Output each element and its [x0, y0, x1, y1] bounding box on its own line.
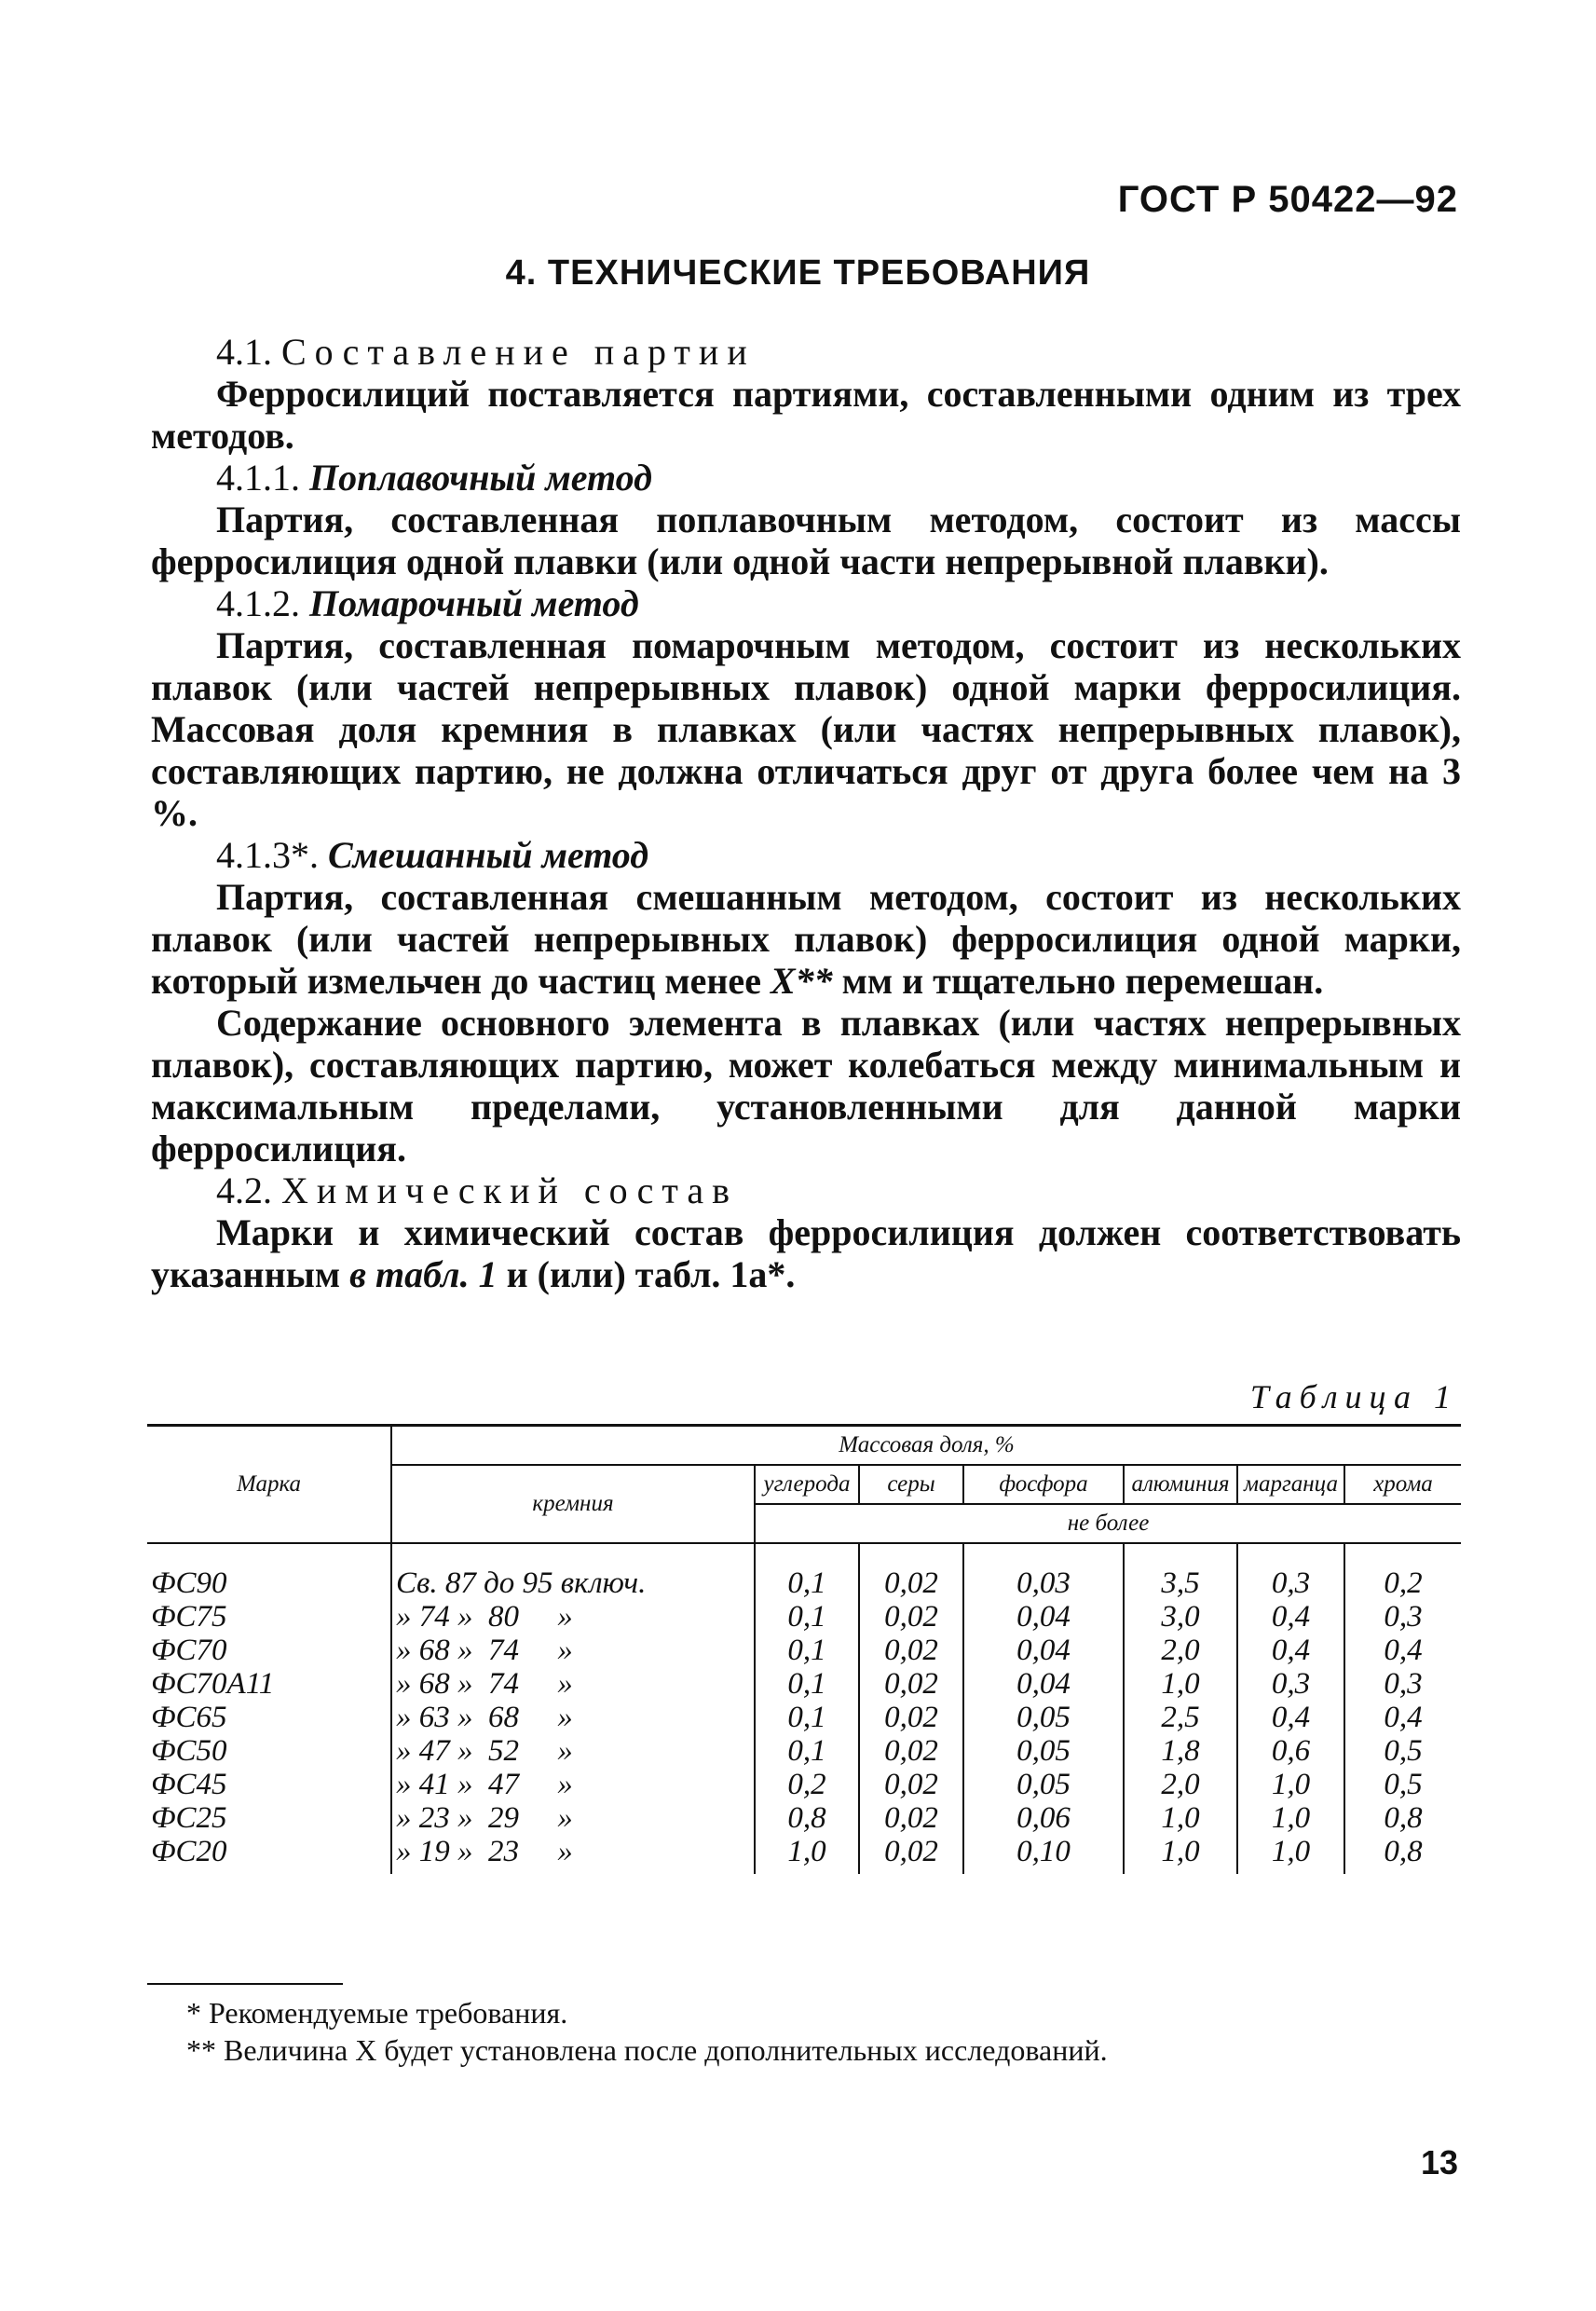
cell-al: 1,8 — [1124, 1734, 1237, 1768]
clause-number: 4.1.3*. — [216, 834, 319, 876]
cell-mn: 1,0 — [1237, 1801, 1344, 1835]
cell-al: 2,0 — [1124, 1634, 1237, 1667]
cell-cr: 0,5 — [1344, 1734, 1461, 1768]
cell-s: 0,02 — [859, 1734, 963, 1768]
cell-si: » 23 » 29 » — [391, 1801, 755, 1835]
clause-title: Составление партии — [281, 331, 756, 373]
cell-c: 0,2 — [755, 1768, 859, 1801]
table-row — [147, 1543, 1461, 1600]
table-row — [147, 1701, 1461, 1734]
cell-mn: 0,4 — [1237, 1701, 1344, 1734]
cell-cr: 0,3 — [1344, 1667, 1461, 1701]
clause-4-1-3-text-2: Содержание основного элемента в плавках (или частях непрерывных плавок), составляющих партию, может колебаться между минимальным и максимальным пределами, установленными для данной марки ферросилиция. — [151, 1002, 1461, 1169]
cell-s: 0,02 — [859, 1543, 963, 1600]
cell-al: 1,0 — [1124, 1667, 1237, 1701]
cell-si: Св. 87 до 95 включ. — [391, 1543, 755, 1600]
cell-mn: 1,0 — [1237, 1768, 1344, 1801]
cell-s: 0,02 — [859, 1634, 963, 1667]
footnote-divider — [147, 1983, 343, 1985]
clause-4-1-1-text: Партия, составленная поплавочным методом, состоит из массы ферросилиция одной плавки (или одной части непрерывной плавки). — [151, 499, 1461, 582]
cell-mn: 0,4 — [1237, 1634, 1344, 1667]
header-manganese: марганца — [1237, 1465, 1344, 1504]
page-number: 13 — [1420, 2143, 1458, 2181]
cell-c: 0,1 — [755, 1543, 859, 1600]
cell-c: 1,0 — [755, 1835, 859, 1874]
cell-al: 1,0 — [1124, 1801, 1237, 1835]
table-row — [147, 1835, 1461, 1874]
table-row — [147, 1768, 1461, 1801]
cell-p: 0,05 — [963, 1768, 1124, 1801]
clause-4-1-2-heading — [151, 582, 1461, 624]
cell-marka: ФС90 — [151, 1566, 227, 1600]
clause-4-1-2-text: Партия, составленная помарочным методом, состоит из нескольких плавок (или частей непрерывных плавок) одной марки ферросилиция. Массовая доля кремния в плавках (или частях непрерывных плавок), составляющих партию, не должна отличаться друг от друга более чем на 3 %. — [151, 624, 1461, 834]
cell-cr: 0,4 — [1344, 1701, 1461, 1734]
cell-si: » 63 » 68 » — [391, 1701, 755, 1734]
text-part: Партия, составленная смешанным методом, состоит из нескольких плавок (или частей непрерывных плавок) ферросилиция одной марки, который измельчен до частиц менее — [151, 876, 1461, 1002]
table-caption: Таблица 1 — [1249, 1378, 1458, 1415]
cell-mn: 0,6 — [1237, 1734, 1344, 1768]
cell-s: 0,02 — [859, 1801, 963, 1835]
clause-4-1-3-heading — [151, 834, 1461, 876]
clause-number: 4.1.1. — [216, 457, 300, 499]
cell-marka: ФС65 — [151, 1701, 227, 1734]
cell-p: 0,06 — [963, 1801, 1124, 1835]
cell-p: 0,04 — [963, 1667, 1124, 1701]
chemical-composition-table — [147, 1424, 1461, 1874]
header-chromium: хрома — [1344, 1465, 1461, 1504]
cell-c: 0,1 — [755, 1634, 859, 1667]
cell-mn: 0,3 — [1237, 1667, 1344, 1701]
text-part: мм и тщательно перемешан. — [841, 960, 1324, 1002]
cell-si: » 41 » 47 » — [391, 1768, 755, 1801]
cell-c: 0,1 — [755, 1734, 859, 1768]
cell-cr: 0,3 — [1344, 1600, 1461, 1634]
footnote-2: ** Величина X будет установлена после дополнительных исследований. — [186, 2033, 1108, 2067]
cell-si: » 74 » 80 » — [391, 1600, 755, 1634]
table-row — [147, 1734, 1461, 1768]
cell-mn: 1,0 — [1237, 1835, 1344, 1874]
table — [147, 1424, 1461, 1874]
cell-p: 0,10 — [963, 1835, 1124, 1874]
cell-p: 0,05 — [963, 1734, 1124, 1768]
text-part: Марки и химический состав ферросилиция должен соответствовать указанным — [151, 1211, 1461, 1295]
header-no-more: не более — [755, 1504, 1461, 1543]
header-phosphorus: фосфора — [963, 1465, 1124, 1504]
text-part: и (или) табл. 1а*. — [506, 1253, 796, 1295]
cell-si: » 68 » 74 » — [391, 1634, 755, 1667]
header-aluminium: алюминия — [1124, 1465, 1237, 1504]
cell-marka: ФС70А11 — [151, 1667, 275, 1701]
cell-p: 0,04 — [963, 1634, 1124, 1667]
table-reference: в табл. 1 — [349, 1253, 498, 1295]
cell-si: » 47 » 52 » — [391, 1734, 755, 1768]
cell-si: » 19 » 23 » — [391, 1835, 755, 1874]
cell-marka: ФС50 — [151, 1734, 227, 1768]
variable-x: X** — [770, 960, 833, 1002]
footnotes — [186, 1994, 1463, 2069]
cell-s: 0,02 — [859, 1667, 963, 1701]
cell-c: 0,8 — [755, 1801, 859, 1835]
clause-4-1-1-heading — [151, 457, 1461, 499]
clause-4-2-heading — [151, 1169, 1461, 1211]
clause-4-2-text — [151, 1211, 1461, 1295]
header-carbon: углерода — [755, 1465, 859, 1504]
header-sulfur: серы — [859, 1465, 963, 1504]
cell-al: 2,5 — [1124, 1701, 1237, 1734]
table-row — [147, 1667, 1461, 1701]
cell-al: 1,0 — [1124, 1835, 1237, 1874]
clause-number: 4.1. — [216, 331, 272, 373]
cell-s: 0,02 — [859, 1701, 963, 1734]
cell-cr: 0,2 — [1344, 1543, 1461, 1600]
cell-p: 0,04 — [963, 1600, 1124, 1634]
cell-s: 0,02 — [859, 1768, 963, 1801]
clause-4-1-3-text — [151, 876, 1461, 1002]
clause-4-1-heading — [151, 331, 1461, 373]
table-body — [147, 1543, 1461, 1874]
header-marka: Марка — [236, 1471, 302, 1497]
cell-al: 2,0 — [1124, 1768, 1237, 1801]
cell-cr: 0,5 — [1344, 1768, 1461, 1801]
table-row — [147, 1634, 1461, 1667]
cell-marka: ФС70 — [151, 1634, 227, 1667]
clause-title: Помарочный метод — [309, 582, 639, 624]
cell-c: 0,1 — [755, 1701, 859, 1734]
cell-mn: 0,3 — [1237, 1543, 1344, 1600]
footnote-1: * Рекомендуемые требования. — [186, 1996, 568, 2030]
clause-number: 4.1.2. — [216, 582, 300, 624]
cell-marka: ФС75 — [151, 1600, 227, 1634]
cell-marka: ФС45 — [151, 1768, 227, 1801]
cell-cr: 0,4 — [1344, 1634, 1461, 1667]
document-code: ГОСТ Р 50422—92 — [1117, 179, 1458, 220]
cell-p: 0,05 — [963, 1701, 1124, 1734]
table-row — [147, 1801, 1461, 1835]
cell-cr: 0,8 — [1344, 1801, 1461, 1835]
cell-c: 0,1 — [755, 1667, 859, 1701]
cell-marka: ФС25 — [151, 1801, 227, 1835]
cell-c: 0,1 — [755, 1600, 859, 1634]
cell-s: 0,02 — [859, 1835, 963, 1874]
cell-mn: 0,4 — [1237, 1600, 1344, 1634]
cell-al: 3,0 — [1124, 1600, 1237, 1634]
cell-p: 0,03 — [963, 1543, 1124, 1600]
header-mass-fraction: Массовая доля, % — [391, 1426, 1461, 1466]
section-title: 4. ТЕХНИЧЕСКИЕ ТРЕБОВАНИЯ — [505, 253, 1091, 293]
clause-number: 4.2. — [216, 1169, 272, 1211]
clause-title: Поплавочный метод — [309, 457, 652, 499]
cell-si: » 68 » 74 » — [391, 1667, 755, 1701]
clause-title: Смешанный метод — [328, 834, 649, 876]
cell-al: 3,5 — [1124, 1543, 1237, 1600]
cell-cr: 0,8 — [1344, 1835, 1461, 1874]
cell-marka: ФС20 — [151, 1835, 227, 1868]
cell-s: 0,02 — [859, 1600, 963, 1634]
body-text — [151, 331, 1461, 1295]
intro-paragraph: Ферросилиций поставляется партиями, составленными одним из трех методов. — [151, 373, 1461, 457]
clause-title: Химический состав — [281, 1169, 738, 1211]
table-row — [147, 1600, 1461, 1634]
header-silicon: кремния — [391, 1465, 755, 1543]
